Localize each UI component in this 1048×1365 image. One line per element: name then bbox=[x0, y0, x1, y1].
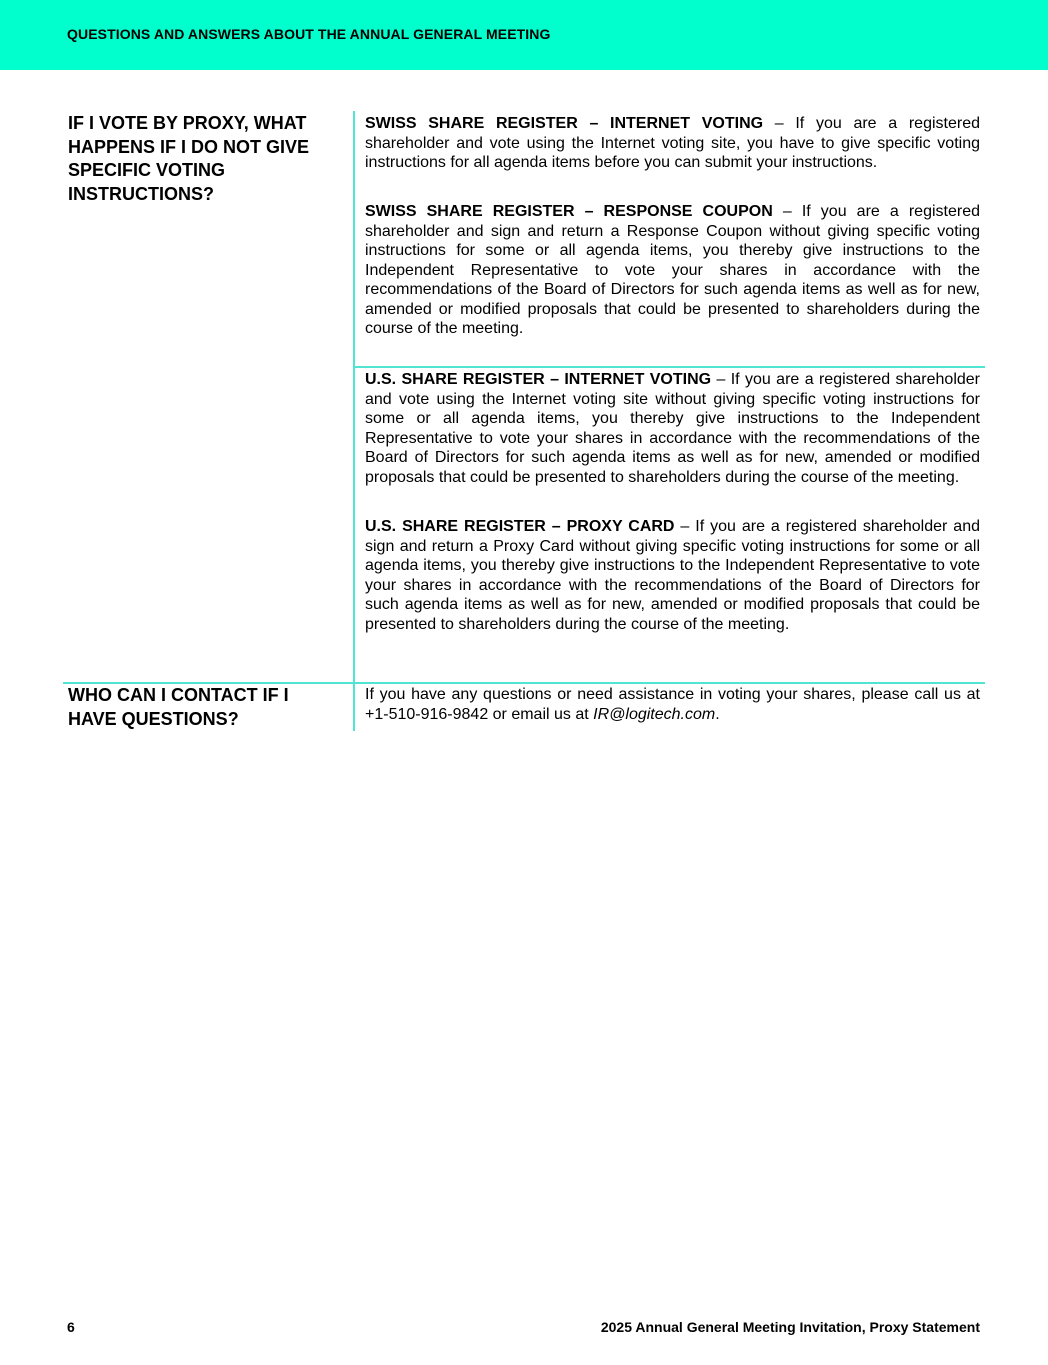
answer-swiss-internet-voting bbox=[365, 114, 980, 173]
page-number: 6 bbox=[67, 1319, 75, 1335]
question-heading-proxy: IF I VOTE BY PROXY, WHAT HAPPENS IF I DO NOT GIVE SPECIFIC VOTING INSTRUCTIONS? bbox=[68, 113, 310, 204]
answer-us-internet-voting bbox=[365, 370, 980, 487]
answer-lead: U.S. SHARE REGISTER – INTERNET VOTING bbox=[365, 371, 712, 388]
answer-text: – If you are a registered shareholder and sign and return a Proxy Card without giving specific voting instructions for some or all agenda items, you thereby give instructions to the Independent Representative to vote your shares in accordance with the recommendations of the Board of Directors for such agenda items as well as for new, amended or modified proposals that could be presented to shareholders during the course of the meeting. bbox=[365, 518, 980, 633]
column-divider bbox=[353, 111, 355, 731]
section-divider-us-register bbox=[353, 366, 985, 368]
answer-text: – If you are a registered shareholder and sign and return a Response Coupon without giving specific voting instructions for some or all agenda items, you thereby give instructions to the Independent Representative to vote your shares in accordance with the recommendations of the Board of Directors for such agenda items as well as for new, amended or modified proposals that could be presented to shareholders during the course of the meeting. bbox=[365, 203, 980, 337]
header-band bbox=[0, 0, 1048, 70]
answer-us-proxy-card bbox=[365, 517, 980, 634]
answer-swiss-response-coupon bbox=[365, 202, 980, 339]
header-title: QUESTIONS AND ANSWERS ABOUT THE ANNUAL GENERAL MEETING bbox=[67, 26, 551, 42]
answer-text: If you have any questions or need assistance in voting your shares, please call us at +1-510-916-9842 or email us at bbox=[365, 686, 980, 723]
answer-lead: SWISS SHARE REGISTER – INTERNET VOTING bbox=[365, 115, 764, 132]
answer-text: – If you are a registered shareholder and vote using the Internet voting site without giving specific voting instructions for some or all agenda items, you thereby give instructions to the Independent Representative to vote your shares in accordance with the recommendations of the Board of Directors for such agenda items as well as for new, amended or modified proposals that could be presented to shareholders during the course of the meeting. bbox=[365, 371, 980, 486]
document-title: 2025 Annual General Meeting Invitation, Proxy Statement bbox=[600, 1319, 980, 1335]
answer-lead: SWISS SHARE REGISTER – RESPONSE COUPON bbox=[365, 203, 773, 220]
question-heading-contact: WHO CAN I CONTACT IF I HAVE QUESTIONS? bbox=[68, 685, 289, 729]
answer-lead: U.S. SHARE REGISTER – PROXY CARD bbox=[365, 518, 675, 535]
email-link[interactable]: IR@logitech.com bbox=[593, 705, 716, 723]
answer-end: . bbox=[715, 705, 720, 723]
answer-contact bbox=[365, 685, 980, 724]
answer-text: – If you are a registered shareholder and vote using the Internet voting site, you have to give specific voting instructions for all agenda items before you can submit your instructions. bbox=[365, 115, 980, 171]
